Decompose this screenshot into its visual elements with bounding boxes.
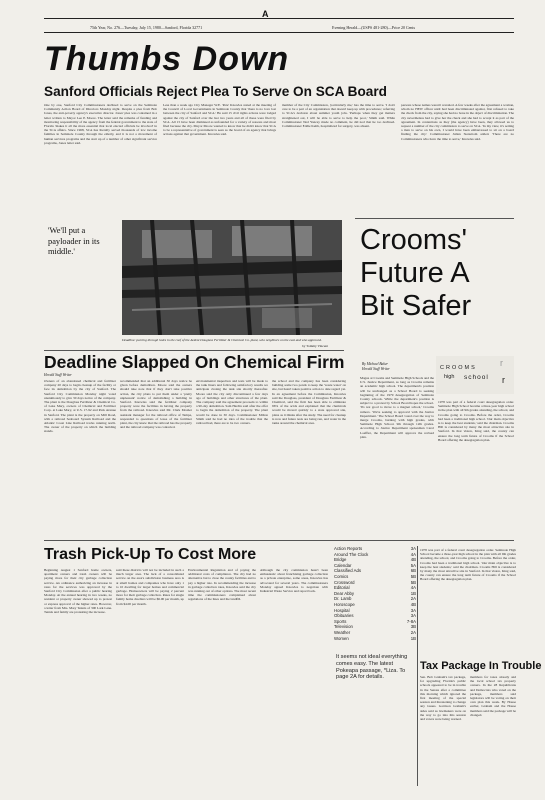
deadline-article-col-2: recommended that an additional 30 days notice be given before demolition. Moore said the owners should take note that if they don't take positive action, the city plans to put them under a 'pretty unpleasant' notice of demolishing a building in Sanford. Knowles said the fertilizer company property were the facilities in having the property from the railroad. Knowles said Mr. Clark Mosher assistant manager for the railroad office of Tampa, responded to questions of lease of the fertilizer plant, the city knew that the railroad has the property and the railroad company was contacted. xyxy=(120,379,192,430)
index-row-page: 4B xyxy=(410,557,416,563)
index-row-page: 4A xyxy=(410,551,416,557)
index-row-page: 6B xyxy=(410,568,416,574)
index-row-label: Bridge xyxy=(334,557,347,563)
crooms-byline: By Michael Baker xyxy=(362,362,388,366)
index-teaser: It seems not ideal everything comes easy. The latest Pokeapa passage, *Liza. To page 2A for details. xyxy=(336,654,408,681)
index-row xyxy=(334,636,416,642)
trash-headline: Trash Pick-Up To Cost More xyxy=(44,546,257,563)
tax-headline: Tax Package In Trouble xyxy=(420,660,542,672)
index-row-page: 1B xyxy=(410,635,416,641)
tax-article-col-1: Sen. Bob Graham's tax package, for upgrading Florida's public schools appeared to be in trouble in the Senate after a committee this morning which ignored the first meeting of the special session and threatening to change any issues. Garrison Graham's aides said as lawmakers were on the way to go into this session and voters were being warned. xyxy=(420,675,466,722)
masthead-issue-line: 75th Year, No. 276—Tuesday, July 15, 1980—Sanford, Florida 32771 xyxy=(90,25,203,30)
index-row-page: 2A xyxy=(410,629,416,635)
lead-article-col-2: Less than a week ago City Manager W.E. 'Pete' Knowles stated at the meeting of the Council of Local Governments in Seminole County that 'there is no love lost between the city of Sanford and SCA.' He said 15 civil rights actions were lodged against the city of Sanford over the last two years and all of these were filed by SCA. All 15 have been dismissed as unfounded for a variety of reasons and most filed because the city. Mayor Moore wanted to know that he didn't know that SCA to be a representative of government is seen as the board of an agency that brings actions against that government. Knowles said. xyxy=(163,103,276,137)
index-row-label: Women xyxy=(334,635,349,641)
lead-kicker: Thumbs Down xyxy=(44,40,290,78)
index-row-label: Crossword xyxy=(334,579,355,585)
index-row-label: Weather xyxy=(334,629,351,635)
crooms-top-rule xyxy=(355,218,514,219)
index-row-label: Horoscope xyxy=(334,601,355,607)
trash-article-col-4: Although the city commission hasn't been enthusiastic about franchising garbage collection as a private enterprise, some areas, Knowles has advocated for several years. The commissioners Monday agreed Knowles to negotiate with Industrial Waste Service and report back. xyxy=(260,568,328,594)
index-row-label: Sports xyxy=(334,618,347,624)
index-row-page: 5B xyxy=(410,579,416,585)
plant-roof-beams-graphic xyxy=(122,220,342,335)
deadline-article-col-3: environmental inspection and tests will be made to the tank liners and following satisfactory results we anticipate closing the tank site shortly thereafter. Moore said the city only discontinued a few days ago of buildings and other structures of the plant. The company said the agreement proceeds to within a 90-day demolition. Sam Hardin said after the offer to begin the demolition of the property. The plant would be done in 30 days. Commissioner Milton Smith said he had no idea of the trouble that the railroad had, there are to be two owners. xyxy=(196,379,268,426)
crooms-source: Herald Staff Writer xyxy=(362,367,390,371)
photo-caption: Deadline: peering through holes in the roof of the Ardent Douglass Fertilizer & Chemical Co. plant, who neighbors on the east and who approved. xyxy=(122,338,322,342)
masthead-rule-bottom xyxy=(44,32,514,33)
page-letter: A xyxy=(262,9,269,19)
index-row-label: Calendar xyxy=(334,562,352,568)
deadline-headline: Deadline Slapped On Chemical Firm xyxy=(44,352,345,372)
index-row-page: 5B xyxy=(410,573,416,579)
index-list xyxy=(334,546,416,641)
index-row-label: Dear Abby xyxy=(334,590,355,596)
middle-section-rule xyxy=(44,540,514,541)
tax-left-rule xyxy=(417,546,418,786)
crooms-article-col-1: Magus at Crooms and Seminole High Schools and the U.S. Justice Department, as long as Crooms remains an academic high school. The department's position will be unchanged as a School Board is seeking beginning of the 1979 desegregation of Seminole County schools. While the department's position is subject to a protest by School Board hopes the school. 'It's not good to move to a magnet school,' Crooms rumors. 'We're seeking to approval with the Justice Department.' The School Board voted over the way to merge Crooms, burning with high grades, with Seminole High School. 9th through 12th grades. According to Justice Department spokesman Carol Loeffler, the Department will approve the revised plan. xyxy=(360,376,434,439)
index-row-label: Television xyxy=(334,624,353,630)
index-row-label: Hospital xyxy=(334,607,350,613)
sign-word-school: school xyxy=(464,374,489,381)
index-row-page: 4B xyxy=(410,601,416,607)
tax-article-col-2: members for taxes already and the local school tax property owners. In the 28 Republicans and Democrats who voted on the package, members said legislators will be voting on their own plan this week. By House earlier, Graham and the House members said the package will be changed. xyxy=(470,675,516,717)
crooms-headline: Crooms' Future A Bit Safer xyxy=(360,224,472,322)
index-row-page: 1B xyxy=(410,590,416,596)
sign-word-crooms: CROOMS xyxy=(440,365,477,371)
index-row-label: Action Reports xyxy=(334,546,363,551)
index-row-label: Around The Clock xyxy=(334,551,369,557)
index-row-label: Editorial xyxy=(334,585,350,591)
sign-letter-r: r xyxy=(502,375,505,385)
crooms-sign-photo xyxy=(436,356,514,394)
index-row-page: 3A xyxy=(410,613,416,619)
index-row-page: 7-8A xyxy=(406,618,416,624)
index-row-page: 4A xyxy=(410,585,416,591)
trash-article-col-2: said these districts will not be included in such a much larger area. The lack of a consolidated service on the area's subdivision business area is at small homes and companies who have only 1 to 10 dwelling for larger homes and commercial garbage. Homeowners will be paying 2 percent more for their garbage collection. Rates for single family home dwellers will be $6.00 per month, up from $4.00 per month. xyxy=(116,568,184,606)
crooms-article-col-2: 1978 was part of a federal court desegregation order. Seminole High School became a three-year high school in the plan with all 9th grades attending, the school, and Crooms going to Crooms. Before the order, Crooms had been a traditional high school. 'Our main objective is to keep the best students,' said the chairman. Crooms Hill is considered by many the most attractive site in Sanford. In that vision, King said, the county can ensure the long term future of Crooms if the School Board offering the desegregation plan. xyxy=(438,400,514,442)
masthead-price-line: Evening Herald—(USPS 481-280)—Price 20 Cents xyxy=(332,25,416,30)
index-row-label: Comics xyxy=(334,573,349,579)
deadline-article-col-1: Owners of an abandoned chemical and fertilizer company 20 days to begin cleanup of the facility or face its demolition by the city of Sanford. The Sanford City Commission Monday night voted unanimously to give 30 days notice of the company. The plant is the Douglass Fertilizer & Chemical Co. of Lake Mary, owners of Chemical and Fertilizer Corp. at Lake Mary, at U.S. 17-92 and Park Avenue in Sanford. The plant is the property on Mill Road, with a railroad Seaboard System Railroad and the Atlantic Coast Line Railroad tracks running north. The owner of the property on which the building stands. xyxy=(44,379,116,434)
index-row-page: 3B xyxy=(410,624,416,630)
lead-headline: Sanford Officials Reject Plea To Serve On SCA Board xyxy=(44,84,387,99)
tax-upper-text: 1978 was part of a federal court desegregation order. Seminole High School became a three-year high school in the plan with all 9th grades attending, the school, and Crooms going to Crooms. Before the order, Crooms had been a traditional high school. 'Our main objective is to keep the best students,' said the chairman. Crooms Hill is considered by many the most attractive site in Sanford. In that vision, King said, the county can ensure the long term future of Crooms if the School Board offering the desegregation plan. xyxy=(420,548,516,582)
deadline-byline: Herald Staff Writer xyxy=(44,373,72,377)
lead-article-col-3: member of the City Commission, 'particularly me,' has the time to serve. 'I don't care to be a part of an organization that doesn't keep up with procedures,' referring to SCA's decision about summer youth jobs. 'Perhaps when they get matters straightened out, I will be able to serve to help the poor,' Smith said. While Commissioner Ned Yancey made no comment, he did nod that he too declined. Commissioner Eddie Keith, hospitalized for surgery, was absent. xyxy=(282,103,395,129)
masthead-rule-top xyxy=(44,18,514,19)
sign-word-high: high xyxy=(444,374,455,380)
index-row-page: 3A xyxy=(410,607,416,613)
lead-pull-quote: 'We'll put a payloader in its middle.' xyxy=(48,226,100,257)
index-row-page: 3A xyxy=(410,546,416,551)
sign-letter-ghost: r xyxy=(500,358,503,368)
index-row-label: Obituaries xyxy=(334,613,354,619)
deadline-top-rule xyxy=(44,350,344,351)
trash-article-col-3: Environmental Regulation and of paying the additional costs of compliance. The city had no alternative but to close the county facilities and to pay a higher rate. In recommending the increase in garbage collection rates, Knowles said the city was running out of other options. The most recent time the commissioners complained about regulations of the lines and the landfill. xyxy=(188,568,256,602)
deadline-article-col-4: the school and the company has been considering building some two ponds to keep the 'waste water' on site, but hasn't taken positive action to date regard yet. In an agreement before the Commission, Knowles said the Douglass, president of Douglass Fertilizer & Chemical, said the firm has been able to eliminate 96% of the acids and explained that the chemicals would be moved quickly to a state approved site, plans as it thinks after the study. The need for cleanup is now and future tests are being run, and water in the tanks around the chemical area. xyxy=(272,379,346,426)
chemical-plant-photo xyxy=(122,220,342,335)
index-row-label: Dr. Lamb xyxy=(334,596,352,602)
index-row-page: 5A xyxy=(410,562,416,568)
trash-article-col-1: Beginning August 1 Sanford home owners, apartment owners and trash owners will be paying more for their city garbage collection service. An ordinance authorizing an increase in rates for the services was approved by the Sanford City Commission after a public hearing Monday. At the annual hearing in two weeks, no resident or property owner showed up to protest or express approval of the higher rates. However, a letter from Mrs. Mary Tennis of 300 Lark Lane. Tennis and family are protesting the increase. xyxy=(44,568,112,615)
photo-credit: by Tommy Vincent xyxy=(302,344,328,348)
lead-article-col-4: persons whose names weren't revealed. A few weeks after the agreement a woman, whom no HEW officer until had been discriminated against, first refused to take the check from the city, saying she had no bone in the object of discrimination. The city nevertheless had to give her the check and she had to accept it as part of the agreement. In contentions as they (the agency) have been, they allowed us to request a number of the city commission to serve on SCA. 'In my view, it's setting a man to serve on his own, I would have been embarrassed to sit on a board finding the city.' Commissioner Julian Stenstrom added. 'There are no Commissioners who have the time to serve,' Knowles said. xyxy=(401,103,514,141)
lead-article-col-1: One by one, Sanford City Commissioners declined to serve on the Seminole Community Action Board of Directors Monday night. Despite a plea from Bob Jones, the anti-poverty agency's executive director. Jones' plea was contained in a letter written to Mayor Lee P. Moore. The letter said the remarks of funding and monitoring responsibility of the agency from the federal government to the state of Florida 'makes it all the more essential that local elected officials be involved' in the SCA affairs. Since 1968, SCA has literally served thousands of low income families in Seminole County through the elderly, and it is not a movement of human services programs and the start up of a number of other significant service programs, Jones letter said. xyxy=(44,103,157,145)
index-row-label: Classified Ads xyxy=(334,568,361,574)
index-row-page: 2A xyxy=(410,596,416,602)
